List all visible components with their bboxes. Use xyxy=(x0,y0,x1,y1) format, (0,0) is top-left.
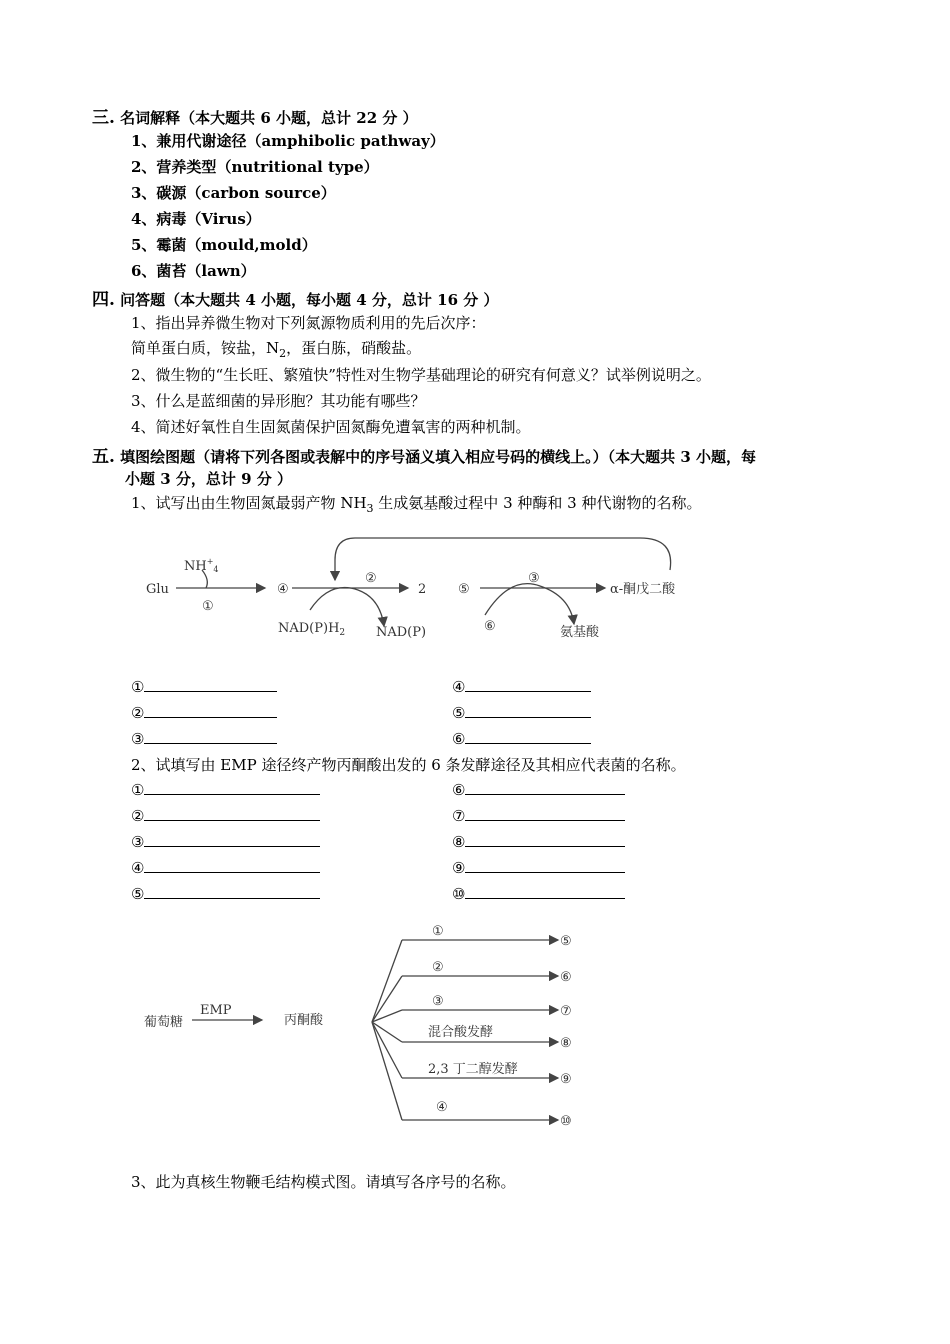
blank-line[interactable] xyxy=(144,703,277,718)
term-item-2: 2、营养类型（nutritional type） xyxy=(131,158,379,176)
question-5-1-text-b: 生成氨基酸过程中 3 种酶和 3 种代谢物的名称。 xyxy=(373,494,702,512)
blank-line[interactable] xyxy=(465,729,591,744)
question-4-3: 3、什么是蓝细菌的异形胞？其功能有哪些？ xyxy=(131,392,426,410)
blank-number: ⑩ xyxy=(452,885,466,903)
question-5-2: 2、试填写由 EMP 途径终产物丙酮酸出发的 6 条发酵途径及其相应代表菌的名称。 xyxy=(131,756,686,774)
blank-line[interactable] xyxy=(465,858,625,873)
blank-number: ⑥ xyxy=(452,781,466,799)
enzyme-1-label: ① xyxy=(202,599,214,614)
nitrogen-list-b: ，蛋白胨，硝酸盐。 xyxy=(286,339,422,357)
amino-curve xyxy=(485,584,574,624)
answer-blank-2-8[interactable] xyxy=(452,832,625,851)
blank-number: ⑤ xyxy=(131,885,145,903)
blank-line[interactable] xyxy=(144,832,320,847)
metabolite-4-label: ④ xyxy=(277,582,289,597)
metabolite-5-label: ⑤ xyxy=(458,582,470,597)
answer-blank-4[interactable] xyxy=(452,677,591,696)
answer-blank-2-6[interactable] xyxy=(452,780,625,799)
blank-line[interactable] xyxy=(144,806,320,821)
branch-2-stem xyxy=(372,976,402,1022)
pyruvate-label: 丙酮酸 xyxy=(284,1013,324,1028)
nadph2-label: $NAD(P)H_2$ xyxy=(278,621,346,638)
answer-blank-2-9[interactable] xyxy=(452,858,625,877)
blank-number: ⑨ xyxy=(452,859,466,877)
answer-blank-2-4[interactable] xyxy=(131,858,320,877)
term-item-1: 1、兼用代谢途径（amphibolic pathway） xyxy=(131,132,445,150)
branch-1-stem xyxy=(372,940,402,1022)
blank-line[interactable] xyxy=(465,703,591,718)
blank-line[interactable] xyxy=(144,780,320,795)
blank-number: ② xyxy=(131,704,145,722)
section-4-number: 四. xyxy=(92,290,115,310)
n2-subscript: 2 xyxy=(279,347,287,360)
question-4-4: 4、简述好氧性自生固氮菌保护固氮酶免遭氧害的两种机制。 xyxy=(131,418,531,436)
butanediol-label: 2,3 丁二醇发酵 xyxy=(428,1062,518,1077)
term-item-5: 5、霉菌（mould,mold） xyxy=(131,236,317,254)
answer-blank-2-5[interactable] xyxy=(131,884,320,903)
blank-line[interactable] xyxy=(465,884,625,899)
blank-line[interactable] xyxy=(144,858,320,873)
section-4-heading xyxy=(92,285,498,310)
glucose-label: 葡萄糖 xyxy=(144,1015,184,1030)
blank-line[interactable] xyxy=(465,806,625,821)
branch-4-label: ④ xyxy=(436,1100,448,1115)
blank-number: ④ xyxy=(452,678,466,696)
end-6-label: ⑥ xyxy=(560,970,572,985)
term-item-4: 4、病毒（Virus） xyxy=(131,210,261,228)
amino-acid-synthesis-diagram xyxy=(140,530,700,650)
metabolite-6-label: ⑥ xyxy=(484,619,496,634)
answer-blank-2-2[interactable] xyxy=(131,806,320,825)
blank-line[interactable] xyxy=(144,884,320,899)
glu-label: Glu xyxy=(146,582,169,597)
end-7-label: ⑦ xyxy=(560,1004,572,1019)
question-4-1: 1、指出异养微生物对下列氮源物质利用的先后次序： xyxy=(131,314,486,332)
amino-acid-label: 氨基酸 xyxy=(560,625,600,640)
answer-blank-2[interactable] xyxy=(131,703,277,722)
blank-number: ③ xyxy=(131,730,145,748)
enzyme-3-label: ③ xyxy=(528,571,540,586)
blank-line[interactable] xyxy=(465,780,625,795)
branch-4-stem xyxy=(372,1022,402,1042)
answer-blank-3[interactable] xyxy=(131,729,277,748)
enzyme-2-label: ② xyxy=(365,571,377,586)
blank-number: ① xyxy=(131,781,145,799)
branch-6-stem xyxy=(372,1022,402,1120)
answer-blank-2-7[interactable] xyxy=(452,806,625,825)
nitrogen-list-a: 简单蛋白质，铵盐，N xyxy=(131,339,280,357)
section-3-number: 三. xyxy=(92,108,115,128)
section-5-title-line2: 小题 3 分，总计 9 分 ） xyxy=(125,470,292,488)
blank-number: ④ xyxy=(131,859,145,877)
section-4-title: 问答题（本大题共 4 小题，每小题 4 分，总计 16 分 ） xyxy=(120,291,499,309)
blank-number: ⑤ xyxy=(452,704,466,722)
section-5-number: 五. xyxy=(92,447,115,467)
term-item-3: 3、碳源（carbon source） xyxy=(131,184,336,202)
blank-line[interactable] xyxy=(144,677,277,692)
section-5-title-line1: 填图绘图题（请将下列各图或表解中的序号涵义填入相应号码的横线上。）（本大题共 3 小题，每 xyxy=(120,448,757,466)
end-8-label: ⑧ xyxy=(560,1036,572,1051)
question-4-1-items xyxy=(131,337,421,360)
branch-3-label: ③ xyxy=(432,994,444,1009)
feedback-arrow xyxy=(335,538,671,580)
mixed-acid-label: 混合酸发酵 xyxy=(428,1025,494,1040)
blank-number: ③ xyxy=(131,833,145,851)
pyruvate-fermentation-diagram xyxy=(140,918,600,1148)
answer-blank-6[interactable] xyxy=(452,729,591,748)
nh3-subscript: 3 xyxy=(366,502,374,515)
blank-line[interactable] xyxy=(144,729,277,744)
end-5-label: ⑤ xyxy=(560,934,572,949)
question-5-3: 3、此为真核生物鞭毛结构模式图。请填写各序号的名称。 xyxy=(131,1173,516,1191)
blank-number: ⑥ xyxy=(452,730,466,748)
section-5-heading xyxy=(92,442,756,467)
end-9-label: ⑨ xyxy=(560,1072,572,1087)
blank-number: ⑧ xyxy=(452,833,466,851)
product-2-label: 2 xyxy=(418,582,427,597)
answer-blank-5[interactable] xyxy=(452,703,591,722)
term-item-6: 6、菌苔（lawn） xyxy=(131,262,256,280)
end-10-label: ⑩ xyxy=(560,1114,572,1129)
blank-number: ① xyxy=(131,678,145,696)
question-5-1-text-a: 1、试写出由生物固氮最弱产物 NH xyxy=(131,494,367,512)
emp-label: EMP xyxy=(200,1003,232,1018)
question-4-2: 2、微生物的“生长旺、繁殖快”特性对生物学基础理论的研究有何意义？试举例说明之。 xyxy=(131,366,711,384)
blank-number: ⑦ xyxy=(452,807,466,825)
section-3-title: 名词解释（本大题共 6 小题，总计 22 分 ） xyxy=(120,109,418,127)
nh4-label: $NH^+_4$ xyxy=(184,557,219,574)
blank-number: ② xyxy=(131,807,145,825)
akg-label: α-酮戊二酸 xyxy=(610,582,676,597)
answer-blank-2-3[interactable] xyxy=(131,832,320,851)
blank-line[interactable] xyxy=(465,832,625,847)
blank-line[interactable] xyxy=(465,677,591,692)
section-3-heading xyxy=(92,103,418,128)
answer-blank-1[interactable] xyxy=(131,677,277,696)
nadp-label: NAD(P) xyxy=(376,625,427,640)
branch-2-label: ② xyxy=(432,960,444,975)
answer-blank-2-10[interactable] xyxy=(452,884,625,903)
answer-blank-2-1[interactable] xyxy=(131,780,320,799)
question-5-1 xyxy=(131,492,701,515)
branch-1-label: ① xyxy=(432,924,444,939)
